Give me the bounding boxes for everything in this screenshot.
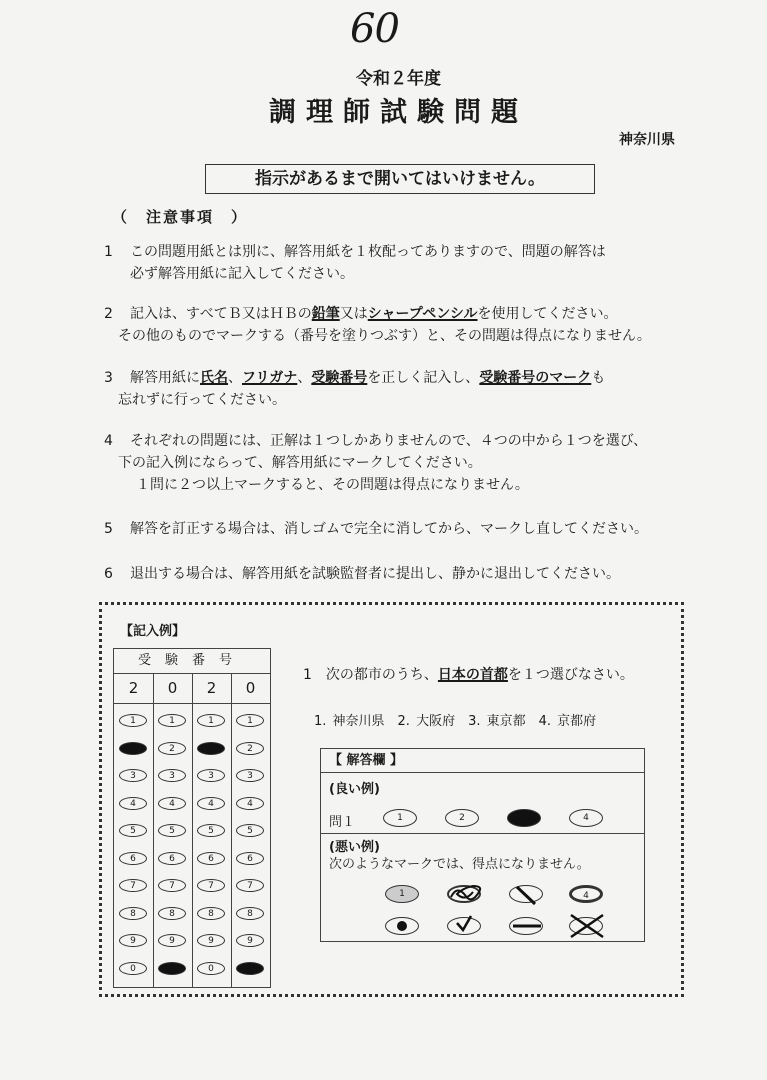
bubble: 6 — [158, 852, 186, 865]
bubble-filled: 0 — [236, 962, 264, 975]
caution-item-3 — [104, 367, 605, 411]
bubble: 3 — [158, 769, 186, 782]
bad-example-note: 次のようなマークでは、得点になりません。 — [329, 857, 590, 872]
bubble: 4 — [119, 797, 147, 810]
bubble-filled: 2 — [119, 742, 147, 755]
bubble: 2 — [158, 742, 186, 755]
answer-bubble-4: 4 — [569, 809, 603, 827]
bubble-filled: 0 — [158, 962, 186, 975]
bubble: 5 — [197, 824, 225, 837]
prefecture-label: 神奈川県 — [619, 132, 675, 148]
item-text: それぞれの問題には、正解は１つしかありませんので、４つの中から１つを選び、 — [130, 433, 648, 449]
example-question — [303, 664, 634, 684]
item-text: も — [591, 370, 606, 386]
bubble: 4 — [236, 797, 264, 810]
answer-divider — [321, 833, 644, 834]
item-number: 4 — [104, 433, 113, 449]
item-text: を使用してください。 — [477, 306, 618, 322]
emphasis-furigana: フリガナ — [242, 370, 298, 386]
bubble: 6 — [197, 852, 225, 865]
exam-year: 令和２年度 — [356, 69, 441, 89]
question-label: 問１ — [329, 815, 356, 830]
grid-divider — [192, 673, 193, 988]
caution-item-5 — [104, 518, 648, 540]
good-example-label: (良い例) — [329, 782, 380, 797]
bubble: 9 — [236, 934, 264, 947]
digit-cell: 2 — [206, 679, 217, 697]
emphasis-exam-number: 受験番号 — [311, 370, 368, 386]
bad-mark-bold-outline: 4 — [569, 885, 603, 903]
bubble: 8 — [197, 907, 225, 920]
bad-mark-line — [509, 917, 543, 935]
item-number: 6 — [104, 566, 113, 582]
item-text: 、 — [228, 370, 242, 386]
item-text: 必ず解答用紙に記入してください。 — [130, 266, 354, 282]
item-number: 3 — [104, 370, 113, 386]
bubble: 8 — [236, 907, 264, 920]
bubble: 7 — [236, 879, 264, 892]
item-text: この問題用紙とは別に、解答用紙を１枚配ってありますので、問題の解答は — [130, 244, 606, 260]
bubble: 1 — [236, 714, 264, 727]
grid-divider — [153, 673, 154, 988]
question-text: 次の都市のうち、 — [325, 667, 438, 683]
bubble: 1 — [197, 714, 225, 727]
bubble: 5 — [119, 824, 147, 837]
answer-box-title: 【 解答欄 】 — [321, 749, 644, 773]
item-text: 又は — [339, 306, 368, 322]
bubble: 3 — [119, 769, 147, 782]
grid-header: 受験番号 — [114, 649, 270, 674]
caution-item-4 — [104, 430, 647, 496]
question-keyword: 日本の首都 — [437, 667, 508, 683]
example-options: 1. 神奈川県 2. 大阪府 3. 東京都 4. 京都府 — [314, 714, 597, 729]
item-number: 5 — [104, 521, 113, 537]
caution-item-2 — [104, 303, 651, 347]
bad-mark-check — [447, 917, 481, 935]
digit-cell: 0 — [245, 679, 256, 697]
item-text: 、 — [297, 370, 312, 386]
emphasis-exam-number-mark: 受験番号のマーク — [479, 370, 592, 386]
answer-bubble-3-filled — [507, 809, 541, 827]
bubble: 8 — [119, 907, 147, 920]
bubble: 4 — [197, 797, 225, 810]
bubble: 9 — [197, 934, 225, 947]
bubble: 9 — [119, 934, 147, 947]
bubble: 3 — [197, 769, 225, 782]
answer-bubble-2: 2 — [445, 809, 479, 827]
item-text: 記入は、すべてＢ又はＨＢの — [130, 306, 312, 322]
bubble: 8 — [158, 907, 186, 920]
item-text: 解答を訂正する場合は、消しゴムで完全に消してから、マークし直してください。 — [130, 521, 648, 537]
bubble: 7 — [119, 879, 147, 892]
item-text: １問に２つ以上マークすると、その問題は得点になりません。 — [136, 477, 529, 493]
bad-mark-slash — [509, 885, 543, 903]
warning-box: 指示があるまで開いてはいけません。 — [205, 164, 595, 194]
question-number: 1 — [303, 667, 312, 683]
bad-mark-scribble — [447, 885, 481, 903]
bubble: 5 — [236, 824, 264, 837]
bubble: 7 — [158, 879, 186, 892]
item-number: 2 — [104, 306, 113, 322]
emphasis-mechanical-pencil: シャープペンシル — [367, 306, 478, 322]
caution-item-1 — [104, 241, 606, 285]
page-title: 調理師試験問題 — [269, 97, 528, 128]
bubble: 6 — [236, 852, 264, 865]
digit-cell: 0 — [167, 679, 178, 697]
answer-box — [320, 748, 645, 942]
bubble: 9 — [158, 934, 186, 947]
emphasis-pencil: 鉛筆 — [311, 306, 340, 322]
item-text: 退出する場合は、解答用紙を試験監督者に提出し、静かに退出してください。 — [130, 566, 620, 582]
caution-heading: （ 注意事項 ） — [112, 208, 249, 226]
bubble: 0 — [119, 962, 147, 975]
emphasis-name: 氏名 — [200, 370, 228, 386]
grid-divider — [231, 673, 232, 988]
bubble: 7 — [197, 879, 225, 892]
exam-number-grid — [113, 648, 271, 988]
bad-mark-dot — [385, 917, 419, 935]
item-number: 1 — [104, 244, 113, 260]
bubble: 0 — [197, 962, 225, 975]
bubble: 1 — [119, 714, 147, 727]
caution-item-6 — [104, 563, 620, 585]
digit-cell: 2 — [128, 679, 139, 697]
bubble: 6 — [119, 852, 147, 865]
answer-bubble-1: 1 — [383, 809, 417, 827]
handwritten-score: 60 — [350, 6, 399, 52]
item-text: 忘れずに行ってください。 — [118, 392, 286, 408]
bubble: 1 — [158, 714, 186, 727]
example-label: 【記入例】 — [120, 624, 186, 639]
item-text: 解答用紙に — [130, 370, 200, 386]
bubble-filled: 2 — [197, 742, 225, 755]
bad-example-label: (悪い例) — [329, 840, 380, 855]
item-text: を正しく記入し、 — [367, 370, 480, 386]
bubble: 3 — [236, 769, 264, 782]
item-text: その他のものでマークする（番号を塗りつぶす）と、その問題は得点になりません。 — [118, 328, 651, 344]
bad-mark-light-fill: 1 — [385, 885, 419, 903]
bubble: 4 — [158, 797, 186, 810]
bubble: 5 — [158, 824, 186, 837]
item-text: 下の記入例にならって、解答用紙にマークしてください。 — [118, 455, 482, 471]
question-text: を１つ選びなさい。 — [507, 667, 634, 683]
bubble: 2 — [236, 742, 264, 755]
bad-mark-cross — [569, 917, 603, 935]
